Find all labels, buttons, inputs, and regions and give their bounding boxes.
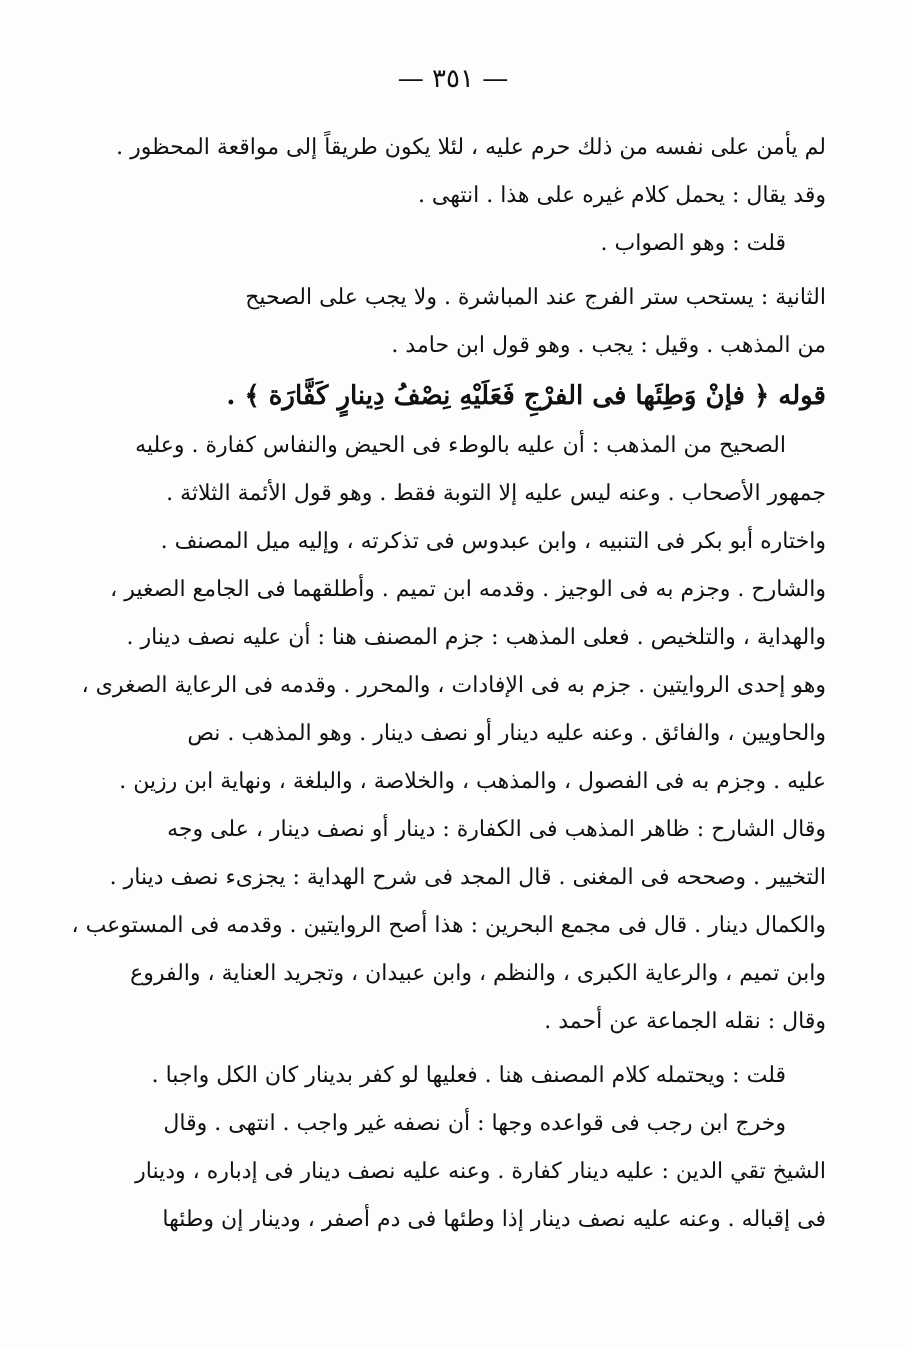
page-number: — ٣٥١ — xyxy=(397,64,509,94)
text-line: قلت : ويحتمله كلام المصنف هنا . فعليها لو كفر بدينار كان الكل واجبا . xyxy=(151,1063,786,1088)
text-body xyxy=(71,124,826,1244)
text-line: التخيير . وصححه فى المغنى . قال المجد فى شرح الهداية : يجزىء نصف دينار . xyxy=(109,865,826,890)
text-line: لم يأمن على نفسه من ذلك حرم عليه ، لئلا يكون طريقاً إلى مواقعة المحظور . xyxy=(116,135,826,160)
text-line: قلت : وهو الصواب . xyxy=(600,231,786,256)
text-line: جمهور الأصحاب . وعنه ليس عليه إلا التوبة فقط . وهو قول الأئمة الثلاثة . xyxy=(166,481,826,506)
text-line: وهو إحدى الروايتين . جزم به فى الإفادات ، والمحرر . وقدمه فى الرعاية الصغرى ، xyxy=(81,673,826,698)
text-line: وقال : نقله الجماعة عن أحمد . xyxy=(544,1009,826,1034)
text-line: الثانية : يستحب ستر الفرج عند المباشرة . ولا يجب على الصحيح xyxy=(245,285,826,310)
text-line: من المذهب . وقيل : يجب . وهو قول ابن حامد . xyxy=(391,333,826,358)
text-line: عليه . وجزم به فى الفصول ، والمذهب ، والخلاصة ، والبلغة ، ونهاية ابن رزين . xyxy=(119,769,826,794)
text-line: وقال الشارح : ظاهر المذهب فى الكفارة : دينار أو نصف دينار ، على وجه xyxy=(167,817,826,842)
text-line: الشيخ تقي الدين : عليه دينار كفارة . وعنه عليه نصف دينار فى إدباره ، ودينار xyxy=(135,1159,826,1184)
text-line: واختاره أبو بكر فى التنبيه ، وابن عبدوس فى تذكرته ، وإليه ميل المصنف . xyxy=(160,529,826,554)
text-line: والحاويين ، والفائق . وعنه عليه دينار أو نصف دينار . وهو المذهب . نص xyxy=(187,721,826,746)
text-line: فى إقباله . وعنه عليه نصف دينار إذا وطئها فى دم أصفر ، ودينار إن وطئها xyxy=(162,1207,826,1232)
text-line: وابن تميم ، والرعاية الكبرى ، والنظم ، وابن عبيدان ، وتجريد العناية ، والفروع xyxy=(130,961,826,986)
text-line: وقد يقال : يحمل كلام غيره على هذا . انتهى . xyxy=(417,183,826,208)
text-line: الصحيح من المذهب : أن عليه بالوطء فى الحيض والنفاس كفارة . وعليه xyxy=(135,433,786,458)
text-line: وخرج ابن رجب فى قواعده وجها : أن نصفه غير واجب . انتهى . وقال xyxy=(163,1111,786,1136)
text-line: والكمال دينار . قال فى مجمع البحرين : هذا أصح الروايتين . وقدمه فى المستوعب ، xyxy=(71,913,826,938)
text-line: والهداية ، والتلخيص . فعلى المذهب : جزم المصنف هنا : أن عليه نصف دينار . xyxy=(126,625,826,650)
section-heading: قوله ﴿ فإنْ وَطِئَها فى الفرْجِ فَعَلَيْهِ نِصْفُ دِينارٍ كَفَّارَة ﴾ . xyxy=(226,381,826,411)
text-line: والشارح . وجزم به فى الوجيز . وقدمه ابن تميم . وأطلقهما فى الجامع الصغير ، xyxy=(110,577,826,602)
